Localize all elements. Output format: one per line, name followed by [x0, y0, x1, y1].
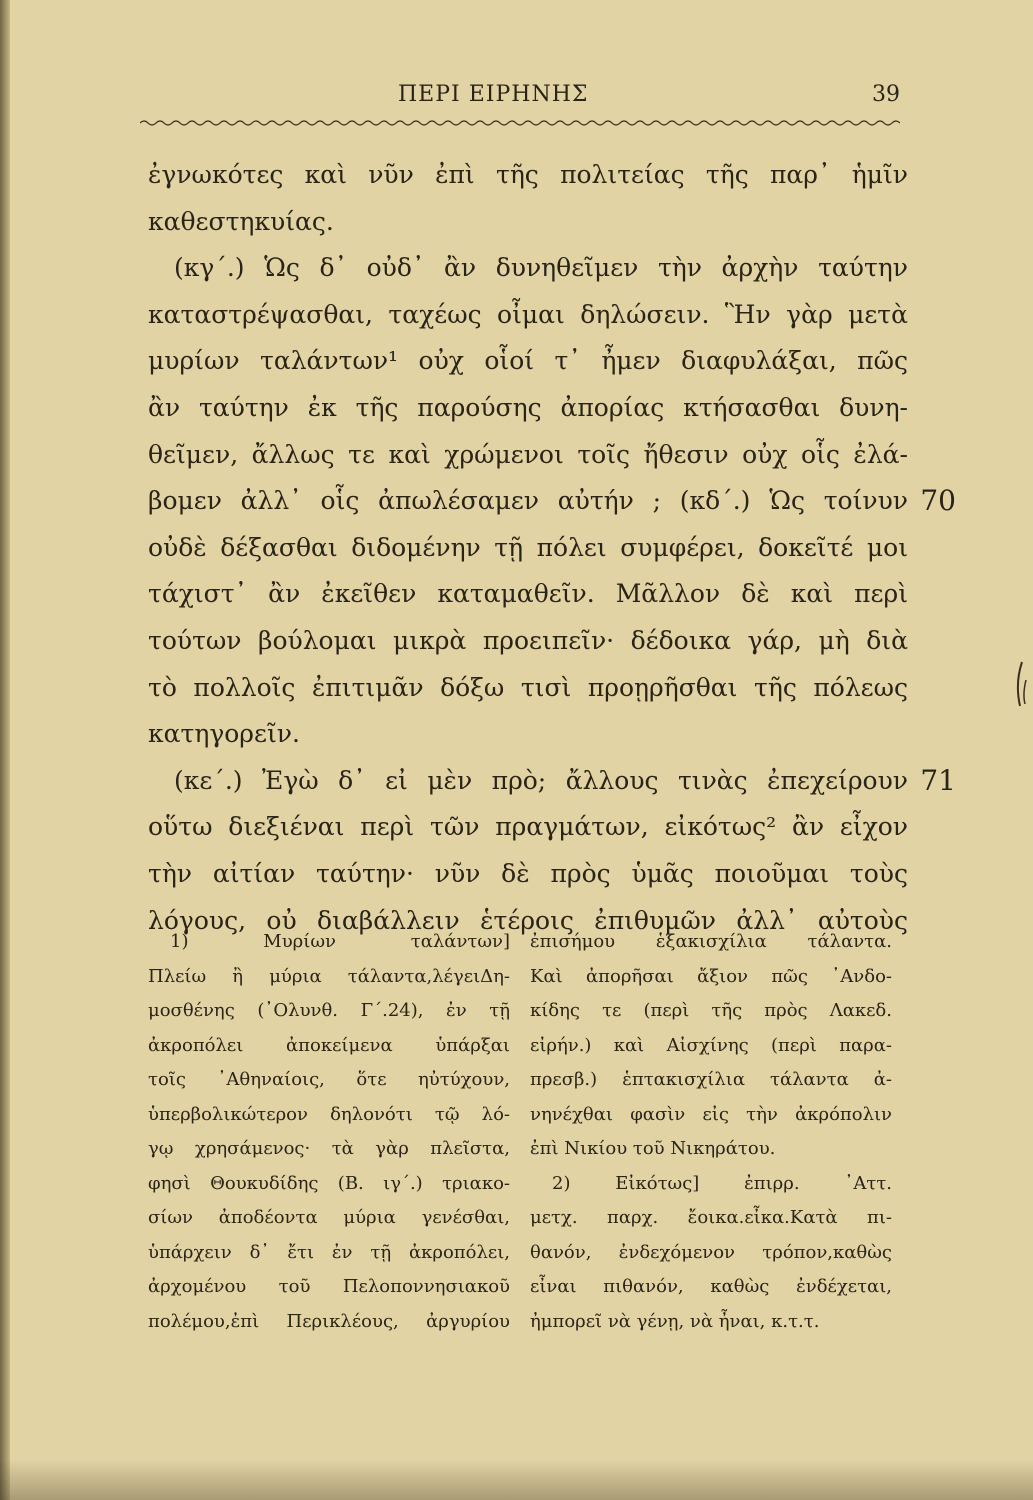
pencil-mark-icon [1010, 660, 1030, 710]
margin-section-number: 70 [920, 484, 956, 518]
footnote-line: 1) Μυρίων ταλάντων] [170, 931, 510, 952]
footnote-line: Καὶ ἀπορῆσαι ἄξιον πῶς ᾽Ανδο- [530, 965, 892, 987]
footnote-line: ἀκροπόλει ἀποκείμενα ὑπάρξαι [148, 1034, 510, 1056]
page-header [140, 82, 910, 122]
text-line: τάχιστ᾽ ἂν ἐκεῖθεν καταμαθεῖν. Μᾶλλον δὲ καὶ περὶ [148, 579, 908, 609]
text-line: (κε´.) Ἐγὼ δ᾽ εἰ μὲν πρὸ; ἄλλους τινὰς ἐπεχείρουν 71 [148, 758, 908, 805]
footnote-line: θανόν, ἐνδεχόμενον τρόπον,καθὼς [530, 1241, 892, 1263]
text-line: ἐγνωκότες καὶ νῦν ἐπὶ τῆς πολιτείας τῆς παρ᾽ ἡμῖν [148, 160, 908, 189]
footnote-line: φησὶ Θουκυδίδης (Β. ιγ΄.) τριακο- [148, 1172, 510, 1194]
running-title: ΠΕΡΙ ΕΙΡΗΝΗΣ [398, 82, 589, 107]
main-text [148, 152, 956, 944]
footnotes [148, 925, 908, 1345]
footnote-line: εἶναι πιθανόν, καθὼς ἐνδέχεται, [530, 1276, 892, 1297]
page-bottom-shadow [0, 1460, 1033, 1500]
footnote-line: ὑπερβολικώτερον δηλονότι τῷ λό- [148, 1103, 510, 1125]
footnote-line: εἰρήν.) καὶ Αἰσχίνης (περὶ παρα- [530, 1034, 892, 1056]
footnote-line: ἐπισήμου ἑξακισχίλια τάλαντα. [530, 931, 892, 952]
text-line: καταστρέψασθαι, ταχέως οἶμαι δηλώσειν. Ἣν γὰρ μετὰ [148, 299, 908, 329]
footnote-line: ἐπὶ Νικίου τοῦ Νικηράτου. [530, 1138, 776, 1159]
footnote-line: ἠμπορεῖ νὰ γένῃ, νὰ ἦναι, κ.τ.τ. [530, 1310, 820, 1332]
text-line: (κγ´.) Ὡς δ᾽ οὐδ᾽ ἂν δυνηθεῖμεν τὴν ἀρχὴν ταύτην [174, 253, 908, 283]
footnote-line: πολέμου,ἐπὶ Περικλέους, ἀργυρίου [148, 1310, 510, 1332]
margin-section-number: 71 [920, 763, 956, 797]
text-line: τούτων βούλομαι μικρὰ προειπεῖν· δέδοικα γάρ, μὴ διὰ [148, 625, 908, 655]
text-line: βομεν ἀλλ᾽ οἷς ἀπωλέσαμεν αὐτήν ; (κδ´.) Ὡς τοίνυν 70 [148, 478, 908, 525]
footnote-line: ὑπάρχειν δ᾽ ἔτι ἐν τῇ ἀκροπόλει, [148, 1241, 510, 1263]
text-line: λόγους, οὐ διαβάλλειν ἑτέροις ἐπιθυμῶν ἀλλ᾽ αὐτοὺς [148, 905, 908, 935]
page-spine-edge [0, 0, 10, 1500]
text-line: τὴν αἰτίαν ταύτην· νῦν δὲ πρὸς ὑμᾶς ποιοῦμαι τοὺς [148, 858, 908, 888]
footnotes-left-column [148, 925, 510, 1339]
footnotes-right-column [530, 925, 892, 1339]
footnote-line: τοῖς ᾽Αθηναίοις, ὅτε ηὐτύχουν, [148, 1069, 510, 1090]
footnote-line: πρεσβ.) ἑπτακισχίλια τάλαντα ἀ- [530, 1069, 892, 1090]
footnote-line: νηνέχθαι φασὶν εἰς τὴν ἀκρόπολιν [530, 1103, 892, 1125]
text-line: τὸ πολλοῖς ἐπιτιμᾶν δόξω τισὶ προῃρῆσθαι τῆς πόλεως [148, 672, 908, 702]
footnote-line: ἀρχομένου τοῦ Πελοποννησιακοῦ [148, 1276, 510, 1297]
page-number: 39 [872, 82, 900, 107]
header-wavy-rule [140, 118, 900, 128]
footnote-line: γῳ χρησάμενος· τὰ γὰρ πλεῖστα, [148, 1138, 510, 1159]
text-line: κατηγορεῖν. [148, 719, 300, 749]
text-line: μυρίων ταλάντων¹ οὐχ οἷοί τ᾽ ἦμεν διαφυλάξαι, πῶς [148, 346, 908, 376]
text-line: ἂν ταύτην ἐκ τῆς παρούσης ἀπορίας κτήσασθαι δυνη- [148, 392, 908, 422]
footnote-line: Πλείω ἢ μύρια τάλαντα,λέγειΔη- [148, 965, 510, 987]
text-line: οὐδὲ δέξασθαι διδομένην τῇ πόλει συμφέρει, δοκεῖτέ μοι [148, 532, 908, 562]
footnote-line: κίδης τε (περὶ τῆς πρὸς Λακεδ. [530, 1000, 892, 1021]
footnote-line: μοσθένης (᾽Ολυνθ. Γ΄.24), ἐν τῇ [148, 1000, 510, 1021]
footnote-line: 2) Εἰκότως] ἐπιρρ. ᾽Αττ. [552, 1172, 892, 1194]
footnote-line: σίων ἀποδέοντα μύρια γενέσθαι, [148, 1207, 510, 1228]
text-line: καθεστηκυίας. [148, 206, 334, 236]
text-line: οὕτω διεξιέναι περὶ τῶν πραγμάτων, εἰκότως² ἂν εἶχον [148, 812, 908, 842]
text-line: θεῖμεν, ἄλλως τε καὶ χρώμενοι τοῖς ἤθεσιν οὐχ οἷς ἐλά- [148, 439, 908, 469]
footnote-line: μετχ. παρχ. ἔοικα.εἶκα.Κατὰ πι- [530, 1207, 892, 1228]
